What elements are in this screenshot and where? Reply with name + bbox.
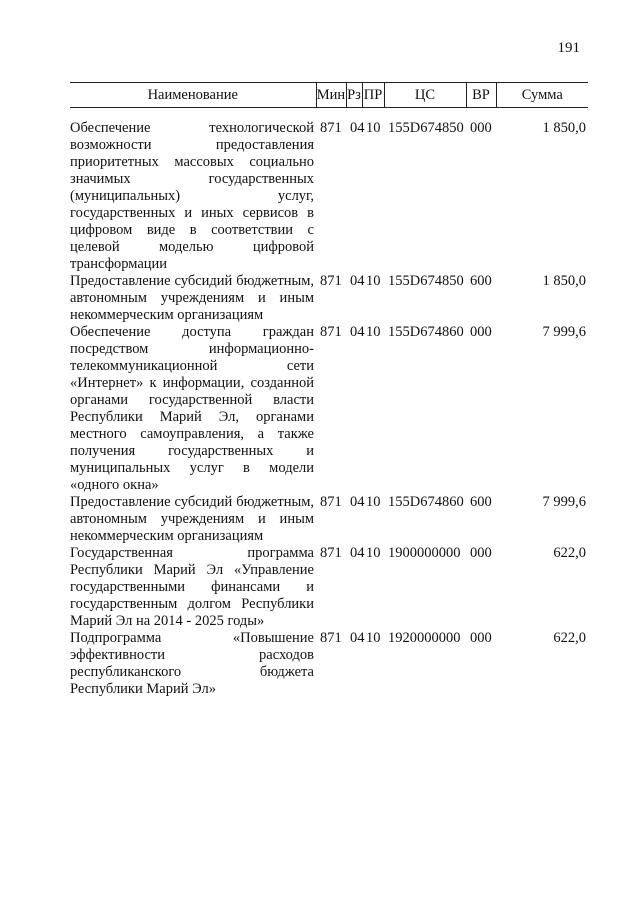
table-row xyxy=(70,273,588,324)
row-min: 871 xyxy=(320,630,342,646)
row-rz: 04 xyxy=(350,545,365,561)
row-sum: 1 850,0 xyxy=(542,120,586,136)
column-header-pr: ПР xyxy=(362,83,384,108)
budget-table xyxy=(70,82,588,698)
row-min: 871 xyxy=(320,324,342,340)
row-sum: 622,0 xyxy=(553,630,586,646)
row-name: Государственная программа Республики Марий Эл «Управление государственными финансами и государственным долгом Республики Марий Эл на 2014 - 2025 годы» xyxy=(70,545,314,629)
row-pr: 10 xyxy=(366,494,381,510)
row-sum: 7 999,6 xyxy=(542,494,586,510)
row-cs: 155D674860 xyxy=(388,324,464,340)
row-pr: 10 xyxy=(366,545,381,561)
row-rz: 04 xyxy=(350,120,365,136)
table-header xyxy=(70,83,588,108)
column-header-name: Наименование xyxy=(70,83,316,108)
row-rz: 04 xyxy=(350,630,365,646)
row-vr: 000 xyxy=(470,324,492,340)
row-sum: 1 850,0 xyxy=(542,273,586,289)
row-name: Обеспечение доступа граждан посредством информационно-телекоммуникационной сети «Интернет» к информации, созданной органами государственной власти Республики Марий Эл, органами местного самоуправления, а также получения государственных и муниципальных услуг в модели «одного окна» xyxy=(70,324,314,493)
column-header-sum: Сумма xyxy=(496,83,588,108)
column-header-min: Мин xyxy=(316,83,346,108)
row-cs: 155D674850 xyxy=(388,120,464,136)
page-number: 191 xyxy=(557,40,580,56)
row-sum: 622,0 xyxy=(553,545,586,561)
row-min: 871 xyxy=(320,273,342,289)
row-cs: 1900000000 xyxy=(388,545,461,561)
row-pr: 10 xyxy=(366,324,381,340)
row-cs: 155D674850 xyxy=(388,273,464,289)
row-min: 871 xyxy=(320,545,342,561)
row-min: 871 xyxy=(320,494,342,510)
row-min: 871 xyxy=(320,120,342,136)
row-pr: 10 xyxy=(366,120,381,136)
table-row xyxy=(70,494,588,545)
row-vr: 000 xyxy=(470,545,492,561)
table-row xyxy=(70,120,588,273)
column-header-rz: Рз xyxy=(346,83,362,108)
column-header-cs: ЦС xyxy=(384,83,466,108)
row-rz: 04 xyxy=(350,324,365,340)
row-vr: 600 xyxy=(470,273,492,289)
row-vr: 000 xyxy=(470,630,492,646)
row-pr: 10 xyxy=(366,630,381,646)
row-cs: 1920000000 xyxy=(388,630,461,646)
row-rz: 04 xyxy=(350,494,365,510)
row-vr: 000 xyxy=(470,120,492,136)
row-name: Предоставление субсидий бюджетным, автономным учреждениям и иным некоммерческим организациям xyxy=(70,273,314,323)
row-sum: 7 999,6 xyxy=(542,324,586,340)
row-name: Обеспечение технологической возможности предоставления приоритетных массовых социально значимых государственных (муниципальных) услуг, государственных и иных сервисов в цифровом виде в соответствии с целевой моделью цифровой трансформации xyxy=(70,120,314,272)
table-row xyxy=(70,630,588,698)
table-row xyxy=(70,545,588,630)
row-rz: 04 xyxy=(350,273,365,289)
row-pr: 10 xyxy=(366,273,381,289)
row-name: Предоставление субсидий бюджетным, автономным учреждениям и иным некоммерческим организациям xyxy=(70,494,314,544)
table-row xyxy=(70,324,588,494)
row-cs: 155D674860 xyxy=(388,494,464,510)
column-header-vr: ВР xyxy=(466,83,496,108)
row-name: Подпрограмма «Повышение эффективности расходов республиканского бюджета Республики Марий Эл» xyxy=(70,630,314,697)
row-vr: 600 xyxy=(470,494,492,510)
